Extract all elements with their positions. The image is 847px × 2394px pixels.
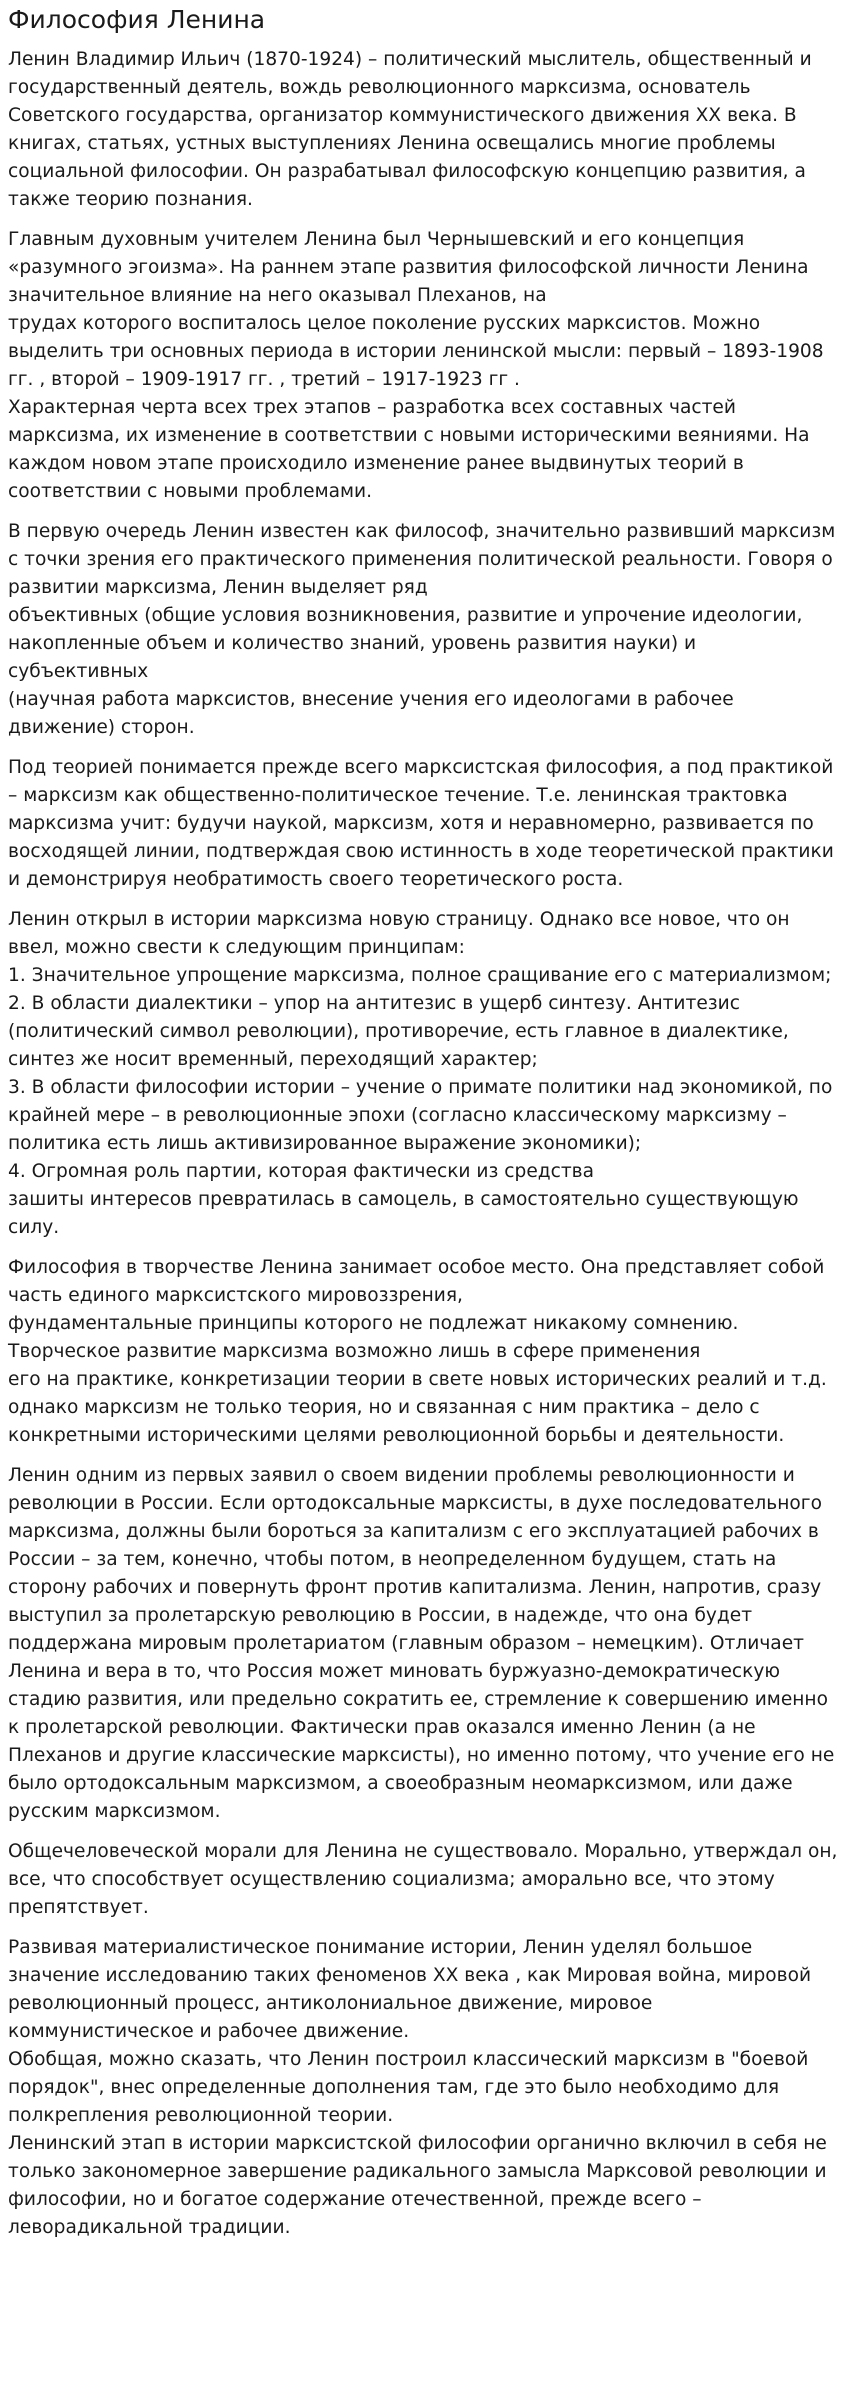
- paragraph-revolution-russia: Ленин одним из первых заявил о своем видении проблемы революционности и революции в России. Если ортодоксальные марксисты, в духе последовательного марксизма, должны были бороться за капитализм с его эксплуатацией рабочих в России – за тем, конечно, чтобы потом, в неопределенном будущем, стать на сторону рабочих и повернуть фронт против капитализма. Ленин, напротив, сразу выступил за пролетарскую революцию в России, в надежде, что она будет поддержана мировым пролетариатом (главным образом – немецким). Отличает Ленина и вера в то, что Россия может миновать буржуазно-демократическую стадию развития, или предельно сократить ее, стремление к совершению именно к пролетарской революции. Фактически прав оказался именно Ленин (а не Плеханов и другие классические марксисты), но именно потому, что учение его не было ортодоксальным марксизмом, а своеобразным неомарксизмом, или даже русским марксизмом.: [8, 1465, 835, 1822]
- article-title: Философия Ленина: [8, 5, 266, 34]
- paragraph-theory-practice: Под теорией понимается прежде всего марксистская философия, а под практикой – марксизм как общественно-политическое течение. Т.е. ленинская трактовка марксизма учит: будучи наукой, марксизм, хотя и неравномерно, развивается по восходящей линии, подтверждая свою истинность в ходе теоретической практики и демонстрируя необратимость своего теоретического роста.: [8, 757, 834, 890]
- paragraph-teachers-periods: Главным духовным учителем Ленина был Чернышевский и его концепция «разумного эгоизма». На раннем этапе развития философской личности Ленина значительное влияние на него оказывал Плеханов, на трудах которого воспиталось целое поколение русских марксистов. Можно выделить три основных периода в истории ленинской мысли: первый – 1893-1908 гг. , второй – 1909-1917 гг. , третий – 1917-1923 гг . Характерная черта всех трех этапов – разработка всех составных частей марксизма, их изменение в соответствии с новыми историческими веяниями. На каждом новом этапе происходило изменение ранее выдвинутых теорий в соответствии с новыми проблемами.: [8, 229, 824, 502]
- paragraph-intro: Ленин Владимир Ильич (1870-1924) – политический мыслитель, общественный и государственный деятель, вождь революционного марксизма, основатель Советского государства, организатор коммунистического движения XX века. В книгах, статьях, устных выступлениях Ленина освещались многие проблемы социальной философии. Он разрабатывал философскую концепцию развития, а также теорию познания.: [8, 49, 812, 210]
- paragraph-conclusion: Развивая материалистическое понимание истории, Ленин уделял большое значение исследованию таких феноменов XX века , как Мировая война, мировой революционный процесс, антиколониальное движение, мировое коммунистическое и рабочее движение. Обобщая, можно сказать, что Ленин построил классический марксизм в "боевой порядок", внес определенные дополнения там, где это было необходимо для полкрепления революционной теории. Ленинский этап в истории марксистской философии органично включил в себя не только закономерное завершение радикального замысла Марксовой революции и философии, но и богатое содержание отечественной, прежде всего – леворадикальной традиции.: [8, 1937, 827, 2238]
- paragraph-philosophy-place: Философия в творчестве Ленина занимает особое место. Она представляет собой часть единого марксистского мировоззрения, фундаментальные принципы которого не подлежат никакому сомнению. Творческое развитие марксизма возможно лишь в сфере применения его на практике, конкретизации теории в свете новых исторических реалий и т.д. однако марксизм не только теория, но и связанная с ним практика – дело с конкретными историческими целями революционной борьбы и деятельности.: [8, 1257, 827, 1446]
- paragraph-practical-marxism: В первую очередь Ленин известен как философ, значительно развивший марксизм с точки зрения его практического применения политической реальности. Говоря о развитии марксизма, Ленин выделяет ряд объективных (общие условия возникновения, развитие и упрочение идеологии, накопленные объем и количество знаний, уровень развития науки) и субъективных (научная работа марксистов, внесение учения его идеологами в рабочее движение) сторон.: [8, 521, 836, 738]
- paragraph-principles: Ленин открыл в истории марксизма новую страницу. Однако все новое, что он ввел, можно свести к следующим принципам: 1. Значительное упрощение марксизма, полное сращивание его с материализмом; 2. В области диалектики – упор на антитезис в ущерб синтезу. Антитезис (политический символ революции), противоречие, есть главное в диалектике, синтез же носит временный, переходящий характер; 3. В области философии истории – учение о примате политики над экономикой, по крайней мере – в революционные эпохи (согласно классическому марксизму – политика есть лишь активизированное выражение экономики); 4. Огромная роль партии, которая фактически из средства зашиты интересов превратилась в самоцель, в самостоятельно существующую силу.: [8, 909, 833, 1238]
- paragraph-morality: Общечеловеческой морали для Ленина не существовало. Морально, утверждал он, все, что способствует осуществлению социализма; аморально все, что этому препятствует.: [8, 1841, 838, 1918]
